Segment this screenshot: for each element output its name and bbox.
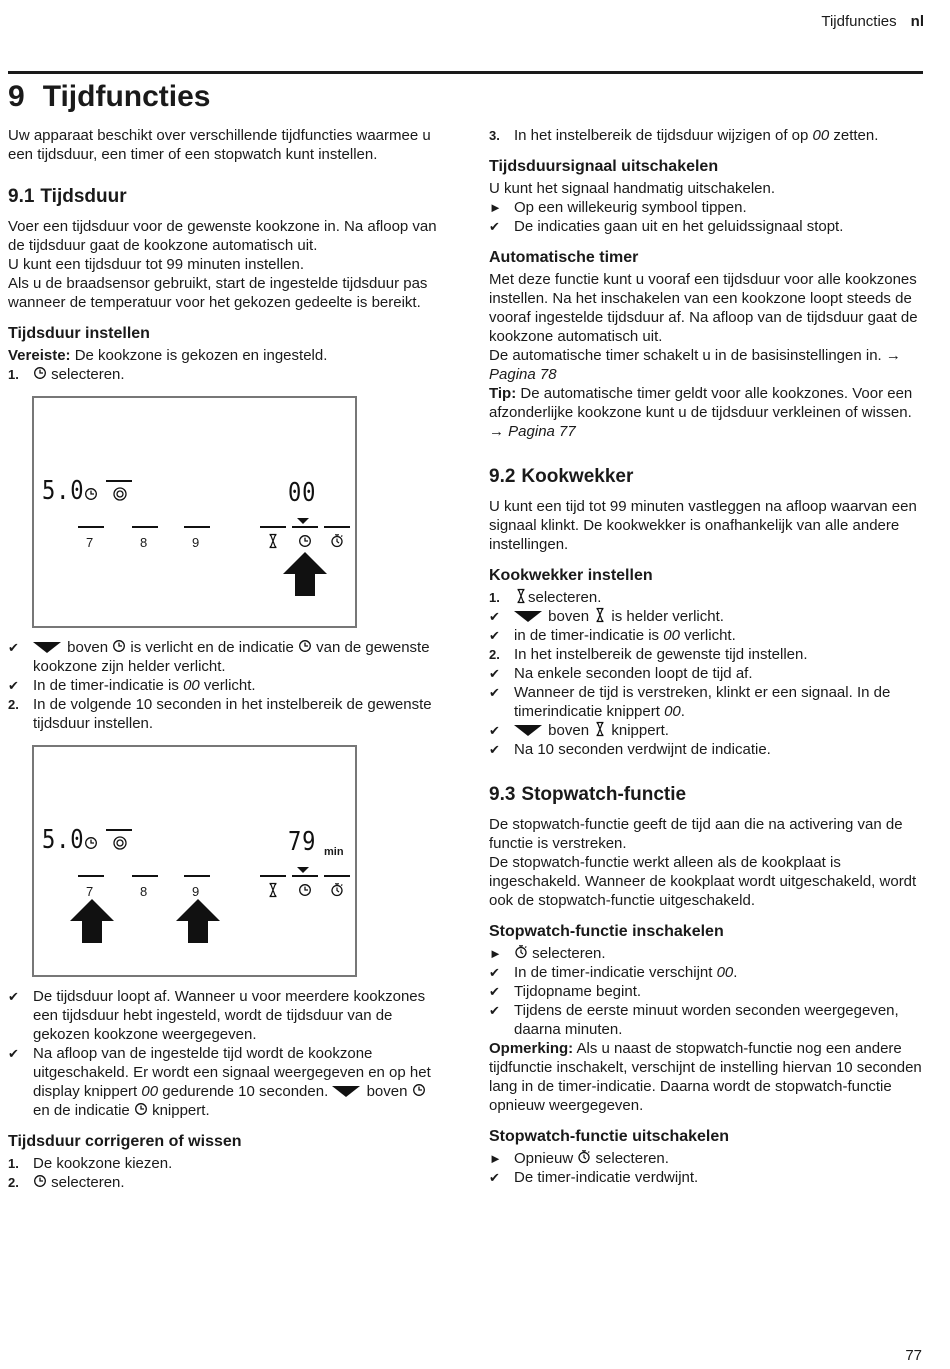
check-icon: ✔ [489, 1003, 500, 1018]
text: Tijdopname begint. [514, 983, 642, 1000]
header-section: Tijdfuncties [821, 13, 897, 30]
action-bullet-icon: ► [489, 1151, 502, 1166]
action-bullet-icon: ► [489, 946, 502, 961]
text: . [680, 703, 685, 720]
auto-p1: Met deze functie kunt u vooraf een tijdsduur voor alle kookzones instellen. Na het inschakelen van een kookzone loopt steeds de vooraf ingestelde tijdsduur af. Na afloop van de tijdsduur gaat de kookzone automatisch uit. [489, 271, 918, 345]
zone-bar [324, 526, 350, 528]
step-number: 1. [8, 367, 19, 382]
zone-label: 7 [86, 884, 94, 899]
sw-action-1 [489, 944, 925, 963]
sw-result-3 [489, 1001, 925, 1039]
sw-result-2 [489, 982, 925, 1001]
header-rule [8, 71, 923, 74]
s93-p1: De stopwatch-functie geeft de tijd aan die na activering van de functie is verstreken. [489, 816, 903, 852]
text: zetten. [829, 127, 879, 144]
check-icon: ✔ [489, 984, 500, 999]
tip-label: Tip: [489, 385, 517, 402]
s91-p3: Als u de braadsensor gebruikt, start de ingestelde tijdsduur pas wanneer de temperatuur voor het gekozen gedeelte is bereikt. [8, 275, 428, 311]
text: De indicaties gaan uit en het geluidssignaal stopt. [514, 218, 844, 235]
zone-label: 9 [192, 884, 200, 899]
step-number: 3. [489, 128, 500, 143]
text: verlicht. [199, 677, 256, 694]
header-lang: nl [910, 13, 924, 30]
text: De automatische timer schakelt u in de basisinstellingen in. [489, 347, 886, 364]
timer-icon [298, 882, 312, 898]
kw-result-2 [489, 626, 925, 645]
text: boven [544, 608, 594, 625]
arrow-down-icon [33, 640, 63, 654]
text: verlicht. [679, 627, 736, 644]
chapter-title-text: Tijdfuncties [42, 80, 211, 113]
power-level-display: 5.0 [42, 476, 85, 506]
zone-bar [78, 875, 104, 877]
zone-bar [184, 526, 210, 528]
arrow-down-icon [332, 1084, 362, 1098]
s91-p1: Voer een tijdsduur voor de gewenste kookzone in. Na afloop van de tijdsduur gaat de kookzone automatisch uit. [8, 218, 437, 254]
timer-icon [134, 1101, 148, 1117]
section-title: Stopwatch-functie [521, 784, 687, 805]
section-title: Tijdsduur [40, 186, 127, 207]
kw-result-1 [489, 607, 925, 626]
stopwatch-icon [330, 533, 344, 549]
opmerking-label: Opmerking: [489, 1040, 574, 1057]
check-icon: ✔ [489, 666, 500, 681]
text: selecteren. [532, 945, 606, 962]
zone-bar [324, 875, 350, 877]
text: boven [63, 639, 113, 656]
s92-p1: U kunt een tijd tot 99 minuten vastleggen na afloop waarvan een signaal klinkt. De kookwekker is onafhankelijk van alle andere instellingen. [489, 498, 917, 553]
page-ref-link[interactable]: Pagina 77 [508, 423, 576, 440]
zone-bar [78, 526, 104, 528]
power-level-display: 5.0 [42, 825, 85, 855]
stopwatch-in-heading: Stopwatch-functie inschakelen [489, 923, 724, 940]
kw-result-6 [489, 740, 925, 759]
text: is verlicht en de indicatie [126, 639, 298, 656]
signaal-result [489, 217, 925, 236]
zone-bar [292, 875, 318, 877]
step-text: selecteren. [51, 366, 125, 383]
text: selecteren. [591, 1150, 669, 1167]
check-icon: ✔ [489, 965, 500, 980]
text: boven [362, 1083, 412, 1100]
ref-arrow-icon: → [885, 347, 901, 364]
text: Na 10 seconden verdwijnt de indicatie. [514, 741, 771, 758]
kw-step-2 [489, 645, 925, 664]
check-icon: ✔ [489, 1170, 500, 1185]
opmerking [489, 1039, 925, 1115]
corr-step-2 [8, 1173, 440, 1192]
text: De timer-indicatie verdwijnt. [514, 1169, 699, 1186]
vereiste [8, 346, 440, 365]
ref-arrow-icon: → [489, 423, 509, 440]
check-icon: ✔ [489, 628, 500, 643]
selected-arrow-icon [296, 866, 310, 874]
hourglass-icon [593, 721, 607, 737]
press-arrow-icon [174, 897, 222, 945]
digits-00: 00 [141, 1083, 159, 1100]
control-panel-figure-1 [32, 396, 357, 628]
timer-display: 00 [288, 478, 317, 508]
timer-icon [84, 835, 98, 851]
sw-action-2 [489, 1149, 925, 1168]
roast-sensor-icon [112, 486, 128, 502]
s93-p2: De stopwatch-functie werkt alleen als de kookplaat is ingeschakeld. Wanneer de kookplaat wordt uitgeschakeld, wordt ook de stopwatch-functie uitgeschakeld. [489, 854, 917, 909]
text: Na afloop van de ingestelde tijd wordt de kookzone uitgeschakeld. Er wordt een signaal weergegeven en op het display knippert [33, 1045, 431, 1100]
vereiste-text: De kookzone is gekozen en ingesteld. [70, 347, 328, 364]
step-number: 1. [489, 590, 500, 605]
text: Wanneer de tijd is verstreken, klinkt er een signaal. In de timerindicatie knippert [514, 684, 891, 720]
kookwekker-instellen-heading: Kookwekker instellen [489, 567, 653, 584]
section-9-1-heading [8, 185, 440, 209]
timer-icon [84, 486, 98, 502]
text: boven [544, 722, 594, 739]
zone-label: 7 [86, 535, 94, 550]
indicator-bar [106, 480, 132, 482]
text: knippert. [607, 722, 669, 739]
page-ref-link[interactable]: Pagina 78 [489, 366, 557, 383]
signaal-text: U kunt het signaal handmatig uitschakelen. [489, 180, 776, 197]
hourglass-icon [266, 533, 280, 549]
step-text: selecteren. [51, 1174, 125, 1191]
hourglass-icon [593, 607, 607, 623]
digits-00: 00 [663, 627, 680, 644]
arrow-down-icon [514, 609, 544, 623]
zone-bar [292, 526, 318, 528]
chapter-number: 9 [8, 80, 25, 113]
check-icon: ✔ [489, 609, 500, 624]
selected-arrow-icon [296, 517, 310, 525]
section-9-3-heading [489, 783, 925, 807]
auto-p2 [489, 346, 925, 384]
action-bullet-icon: ► [489, 200, 502, 215]
chapter-title [8, 78, 211, 116]
corr-step-3 [489, 126, 925, 145]
text: is helder verlicht. [607, 608, 724, 625]
stopwatch-icon [514, 944, 528, 960]
hourglass-icon [266, 882, 280, 898]
text: van de gewenste kookzone zijn helder verlicht. [33, 639, 430, 675]
tip [489, 384, 925, 441]
text: Na enkele seconden loopt de tijd af. [514, 665, 753, 682]
text: . [733, 964, 738, 981]
text: Opnieuw [514, 1150, 578, 1167]
digits-00: 00 [716, 964, 734, 981]
section-9-2-heading [489, 465, 925, 489]
press-arrow-icon [68, 897, 116, 945]
text: en de indicatie [33, 1102, 134, 1119]
zone-label: 9 [192, 535, 200, 550]
left-column [8, 126, 440, 1192]
text: In de timer-indicatie is [33, 677, 184, 694]
check-icon: ✔ [489, 742, 500, 757]
section-number: 9.3 [489, 784, 516, 805]
zone-bar [260, 875, 286, 877]
text: in de timer-indicatie is [514, 627, 664, 644]
running-header [821, 12, 924, 31]
right-column [489, 126, 925, 1187]
step-number: 1. [8, 1156, 19, 1171]
zone-label: 8 [140, 535, 148, 550]
stopwatch-uit-heading: Stopwatch-functie uitschakelen [489, 1128, 730, 1145]
text: selecteren. [528, 589, 602, 606]
stopwatch-icon [577, 1149, 591, 1165]
check-icon: ✔ [489, 685, 500, 700]
hourglass-icon [514, 588, 528, 604]
section-number: 9.1 [8, 186, 35, 207]
timer-icon [298, 638, 312, 654]
intro-text: Uw apparaat beschikt over verschillende tijdfuncties waarmee u een tijdsduur, een timer of een stopwatch kunt instellen. [8, 127, 431, 163]
press-arrow-icon [281, 550, 329, 598]
zone-bar [132, 875, 158, 877]
text: In het instelbereik de gewenste tijd instellen. [514, 646, 808, 663]
kw-step-1 [489, 588, 925, 607]
digits-00: 00 [183, 677, 200, 694]
check-icon: ✔ [8, 989, 19, 1004]
result-4 [8, 1044, 440, 1120]
timer-icon [33, 365, 47, 381]
signaal-action [489, 198, 925, 217]
kw-result-5 [489, 721, 925, 740]
result-2 [8, 676, 440, 695]
check-icon: ✔ [8, 640, 19, 655]
timer-icon [298, 533, 312, 549]
timer-icon [412, 1082, 426, 1098]
check-icon: ✔ [8, 678, 19, 693]
kw-result-3 [489, 664, 925, 683]
tijdsduur-instellen-heading: Tijdsduur instellen [8, 325, 150, 342]
result-3 [8, 987, 440, 1044]
stopwatch-icon [330, 882, 344, 898]
text: gedurende 10 seconden. [158, 1083, 333, 1100]
check-icon: ✔ [489, 219, 500, 234]
text: Tijdens de eerste minuut worden seconden weergegeven, daarna minuten. [514, 1002, 899, 1038]
zone-bar [132, 526, 158, 528]
step-1 [8, 365, 440, 384]
step-text: De kookzone kiezen. [33, 1155, 173, 1172]
text: Op een willekeurig symbool tippen. [514, 199, 747, 216]
kw-result-4 [489, 683, 925, 721]
check-icon: ✔ [8, 1046, 19, 1061]
control-panel-figure-2 [32, 745, 357, 977]
vereiste-label: Vereiste: [8, 347, 71, 364]
corrigeren-heading: Tijdsduur corrigeren of wissen [8, 1133, 242, 1150]
timer-icon [112, 638, 126, 654]
digits-00: 00 [664, 703, 681, 720]
corr-step-1 [8, 1154, 440, 1173]
text: knippert. [147, 1102, 210, 1119]
check-icon: ✔ [489, 723, 500, 738]
digits-00: 00 [812, 127, 830, 144]
zone-label: 8 [140, 884, 148, 899]
indicator-bar [106, 829, 132, 831]
s91-p2: U kunt een tijdsduur tot 99 minuten instellen. [8, 256, 305, 273]
timer-display: 79 [288, 827, 317, 857]
step-text: In de volgende 10 seconden in het instelbereik de gewenste tijdsduur instellen. [33, 696, 432, 732]
page-number: 77 [905, 1347, 922, 1364]
minutes-unit: min [324, 846, 344, 858]
step-number: 2. [8, 1175, 19, 1190]
text: Als u naast de stopwatch-functie nog een andere tijdfunctie inschakelt, verschijnt de instelling hiervan 10 seconden lang in de timer-indicatie. Daarna wordt de stopwatch-functie opnieuw weergegeven. [489, 1040, 922, 1114]
result-1 [8, 638, 440, 676]
section-number: 9.2 [489, 466, 516, 487]
sw-result-4 [489, 1168, 925, 1187]
section-title: Kookwekker [521, 466, 634, 487]
zone-bar [260, 526, 286, 528]
text: In de timer-indicatie verschijnt [514, 964, 717, 981]
timer-icon [33, 1173, 47, 1189]
step-number: 2. [8, 697, 19, 712]
sw-result-1 [489, 963, 925, 982]
step-number: 2. [489, 647, 500, 662]
zone-bar [184, 875, 210, 877]
text: De automatische timer geldt voor alle kookzones. Voor een afzonderlijke kookzone kunt u de tijdsduur verkleinen of wissen. [489, 385, 913, 421]
arrow-down-icon [514, 723, 544, 737]
step-2 [8, 695, 440, 733]
auto-timer-heading: Automatische timer [489, 249, 639, 266]
signaal-heading: Tijdsduursignaal uitschakelen [489, 158, 719, 175]
text: In het instelbereik de tijdsduur wijzigen of op [514, 127, 813, 144]
text: De tijdsduur loopt af. Wanneer u voor meerdere kookzones een tijdsduur hebt ingesteld, wordt de tijdsduur van de gekozen kookzone weergegeven. [33, 988, 426, 1043]
roast-sensor-icon [112, 835, 128, 851]
